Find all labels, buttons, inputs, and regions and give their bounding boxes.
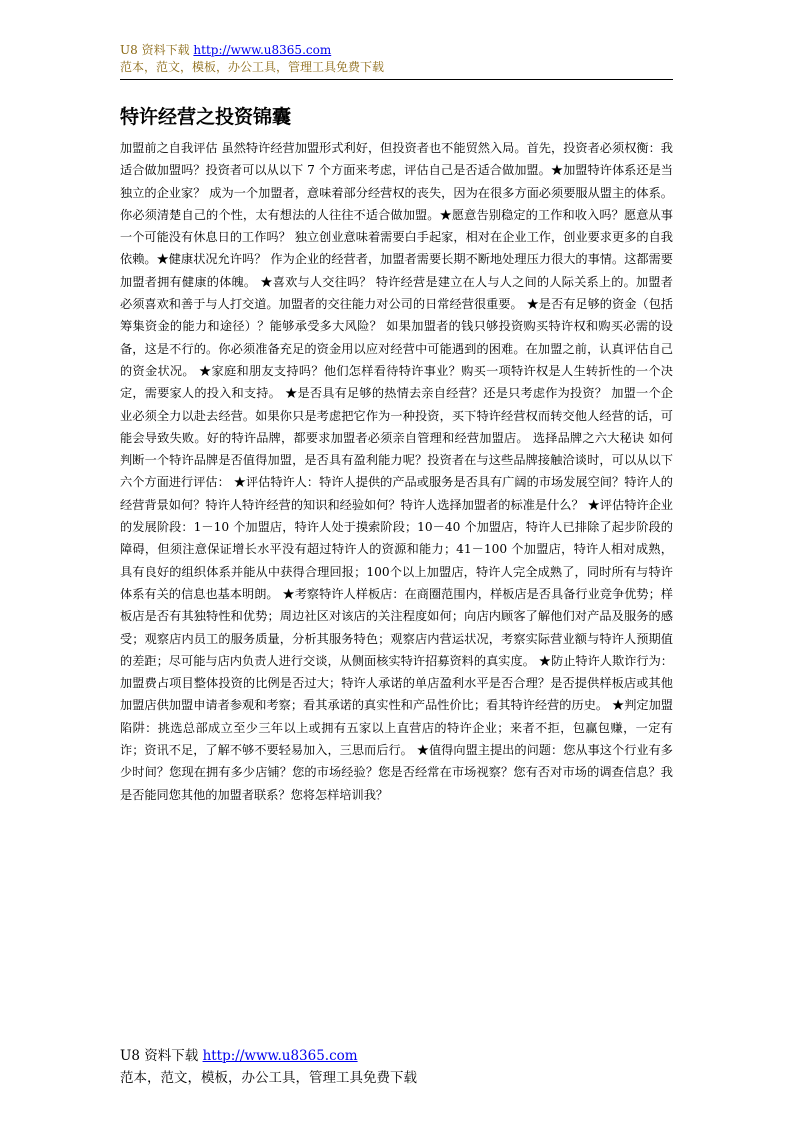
footer-tagline: 范本，范文，模板，办公工具，管理工具免费下载 (120, 1070, 417, 1086)
header-site-line (120, 42, 673, 59)
header-tagline: 范本，范文，模板，办公工具，管理工具免费下载 (120, 60, 385, 74)
header-url-link[interactable]: http://www.u8365.com (193, 43, 332, 57)
document-body: 加盟前之自我评估 虽然特许经营加盟形式利好，但投资者也不能贸然入局。首先，投资者必须权衡：我适合做加盟吗？投资者可以从以下 7 个方面来考虑，评估自己是否适合做加盟。★加盟特许体系还是当独立的企业家？ 成为一个加盟者，意味着部分经营权的丧失，因为在很多方面必须要服从盟主的体系。你必须清楚自己的个性，太有想法的人往往不适合做加盟。★愿意告别稳定的工作和收入吗？愿意从事一个可能没有休息日的工作吗？ 独立创业意味着需要白手起家，相对在企业工作，创业要求更多的自我依赖。★健康状况允许吗？ 作为企业的经营者，加盟者需要长期不断地处理压力很大的事情。这都需要加盟者拥有健康的体魄。 ★喜欢与人交往吗？ 特许经营是建立在人与人之间的人际关系上的。加盟者必须喜欢和善于与人打交道。加盟者的交往能力对公司的日常经营很重要。 ★是否有足够的资金（包括筹集资金的能力和途径）？能够承受多大风险？ 如果加盟者的钱只够投资购买特许权和购买必需的设备，这是不行的。你必须准备充足的资金用以应对经营中可能遇到的困难。在加盟之前，认真评估自己的资金状况。 ★家庭和朋友支持吗？他们怎样看待特许事业？购买一项特许权是人生转折性的一个决定，需要家人的投入和支持。 ★是否具有足够的热情去亲自经营？还是只考虑作为投资？ 加盟一个企业必须全力以赴去经营。如果你只是考虑把它作为一种投资，买下特许经营权而转交他人经营的话，可能会导致失败。好的特许品牌，都要求加盟者必须亲自管理和经营加盟店。 选择品牌之六大秘诀 如何判断一个特许品牌是否值得加盟，是否具有盈利能力呢？投资者在与这些品牌接触洽谈时，可以从以下六个方面进行评估： ★评估特许人：特许人提供的产品或服务是否具有广阔的市场发展空间？特许人的经营背景如何？特许人特许经营的知识和经验如何？特许人选择加盟者的标准是什么？ ★评估特许企业的发展阶段：1－10 个加盟店，特许人处于摸索阶段；10－40 个加盟店，特许人已排除了起步阶段的障碍，但须注意保证增长水平没有超过特许人的资源和能力；41－100 个加盟店，特许人相对成熟，具有良好的组织体系并能从中获得合理回报；100个以上加盟店，特许人完全成熟了，同时所有与特许体系有关的信息也基本明朗。 ★考察特许人样板店：在商圈范围内，样板店是否具备行业竞争优势；样板店是否有其独特性和优势；周边社区对该店的关注程度如何；向店内顾客了解他们对产品及服务的感受；观察店内员工的服务质量，分析其服务特色；观察店内营运状况，考察实际营业额与特许人预期值的差距；尽可能与店内负责人进行交谈，从侧面核实特许招募资料的真实度。 ★防止特许人欺诈行为：加盟费占项目整体投资的比例是否过大；特许人承诺的单店盈利水平是否合理？是否提供样板店或其他加盟店供加盟申请者参观和考察；看其承诺的真实性和产品性价比；看其特许经营的历史。 ★判定加盟陷阱：挑选总部成立至少三年以上或拥有五家以上直营店的特许企业；来者不拒，包赢包赚，一定有诈；资讯不足，了解不够不要轻易加入，三思而后行。 ★值得向盟主提出的问题：您从事这个行业有多少时间？您现在拥有多少店铺？您的市场经验？您是否经常在市场视察？您有否对市场的调查信息？我是否能同您其他的加盟者联系？您将怎样培训我？ (120, 141, 673, 802)
footer-url-link[interactable]: http://www.u8365.com (202, 1048, 358, 1064)
footer-site-name: U8 资料下载 (120, 1048, 199, 1064)
document-title: 特许经营之投资锦囊 (120, 106, 292, 128)
page-header (120, 42, 673, 80)
footer-site-line (120, 1045, 680, 1067)
page-footer (120, 1045, 680, 1089)
header-site-name: U8 资料下载 (120, 43, 190, 57)
